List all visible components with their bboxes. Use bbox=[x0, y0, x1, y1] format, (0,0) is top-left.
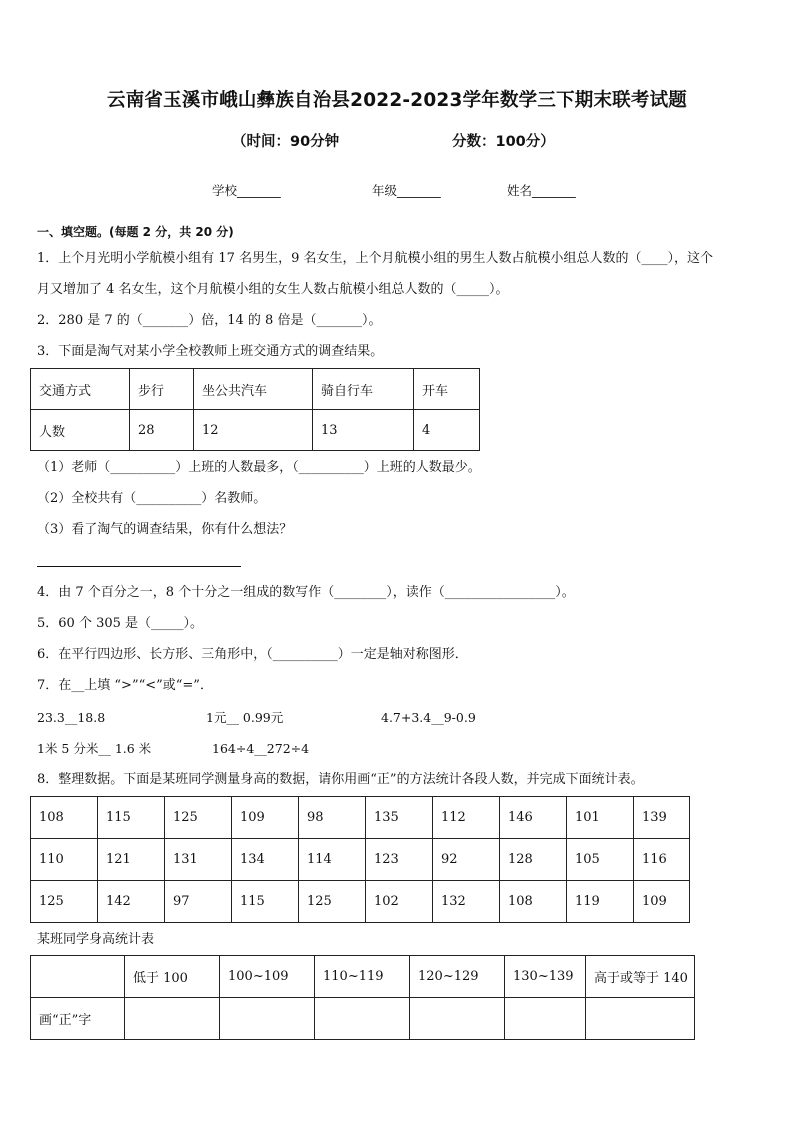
table-cell: 142 bbox=[98, 881, 165, 923]
table-cell: 步行 bbox=[130, 369, 194, 410]
q7-item-2: 1元__ 0.99元 bbox=[206, 710, 284, 725]
school-field[interactable]: 学校_______ bbox=[212, 183, 281, 198]
table-cell: 108 bbox=[31, 797, 98, 839]
page-title: 云南省玉溪市峨山彝族自治县2022-2023学年数学三下期末联考试题 bbox=[107, 90, 687, 111]
table-cell: 146 bbox=[500, 797, 567, 839]
table-cell: 109 bbox=[232, 797, 299, 839]
grade-field[interactable]: 年级_______ bbox=[372, 183, 441, 198]
question-3-part-1: （1）老师（__________）上班的人数最多，（__________）上班的人数最少。 bbox=[37, 460, 481, 475]
tally-cell[interactable] bbox=[410, 998, 505, 1040]
question-1-line-2: 月又增加了 4 名女生，这个月航模小组的女生人数占航模小组总人数的（_____）。 bbox=[37, 282, 509, 297]
table-cell: 4 bbox=[414, 410, 480, 451]
table-row bbox=[31, 956, 695, 998]
table-cell: 101 bbox=[567, 797, 634, 839]
table-cell: 人数 bbox=[31, 410, 130, 451]
table-cell: 139 bbox=[634, 797, 690, 839]
table-cell: 131 bbox=[165, 839, 232, 881]
table-row bbox=[31, 881, 690, 923]
table-cell: 97 bbox=[165, 881, 232, 923]
table-cell: 121 bbox=[98, 839, 165, 881]
question-6: 6．在平行四边形、长方形、三角形中，（__________）一定是轴对称图形． bbox=[37, 647, 468, 662]
table-cell: 115 bbox=[232, 881, 299, 923]
table-cell: 125 bbox=[31, 881, 98, 923]
stats-table bbox=[30, 955, 695, 1040]
table-cell: 112 bbox=[433, 797, 500, 839]
table-cell: 13 bbox=[313, 410, 414, 451]
q7-item-3: 4.7+3.4__9-0.9 bbox=[381, 710, 476, 725]
q7-item-4: 1米 5 分米__ 1.6 米 bbox=[37, 741, 152, 756]
table-cell: 坐公共汽车 bbox=[194, 369, 313, 410]
table-cell: 110~119 bbox=[315, 956, 410, 998]
table-cell: 12 bbox=[194, 410, 313, 451]
table-cell: 100~109 bbox=[220, 956, 315, 998]
table-cell: 115 bbox=[98, 797, 165, 839]
table-cell: 123 bbox=[366, 839, 433, 881]
table-row bbox=[31, 998, 695, 1040]
table-cell: 98 bbox=[299, 797, 366, 839]
question-3: 3．下面是淘气对某小学全校教师上班交通方式的调查结果。 bbox=[37, 344, 384, 359]
question-5: 5．60 个 305 是（_____）。 bbox=[37, 616, 204, 631]
table-cell: 125 bbox=[299, 881, 366, 923]
tally-cell[interactable] bbox=[586, 998, 695, 1040]
table-cell: 交通方式 bbox=[31, 369, 130, 410]
table-cell: 116 bbox=[634, 839, 690, 881]
q7-item-5: 164÷4__272÷4 bbox=[212, 741, 310, 756]
question-3-part-3: （3）看了淘气的调查结果，你有什么想法？ bbox=[37, 522, 293, 537]
table-cell: 110 bbox=[31, 839, 98, 881]
name-field[interactable]: 姓名_______ bbox=[507, 183, 576, 198]
table-row bbox=[31, 839, 690, 881]
table-cell: 114 bbox=[299, 839, 366, 881]
q7-item-1: 23.3__18.8 bbox=[37, 710, 106, 725]
transport-table bbox=[30, 368, 480, 451]
table-cell: 119 bbox=[567, 881, 634, 923]
stats-table-caption: 某班同学身高统计表 bbox=[37, 932, 155, 947]
table-cell: 135 bbox=[366, 797, 433, 839]
answer-line[interactable] bbox=[37, 566, 241, 567]
table-cell: 132 bbox=[433, 881, 500, 923]
table-cell bbox=[31, 956, 125, 998]
table-cell: 骑自行车 bbox=[313, 369, 414, 410]
table-cell: 92 bbox=[433, 839, 500, 881]
tally-cell[interactable] bbox=[220, 998, 315, 1040]
table-cell: 125 bbox=[165, 797, 232, 839]
table-cell: 画“正”字 bbox=[31, 998, 125, 1040]
table-cell: 低于 100 bbox=[125, 956, 220, 998]
section-heading: 一、填空题。(每题 2 分，共 20 分) bbox=[37, 225, 234, 239]
table-cell: 102 bbox=[366, 881, 433, 923]
table-cell: 134 bbox=[232, 839, 299, 881]
tally-cell[interactable] bbox=[505, 998, 586, 1040]
table-cell: 128 bbox=[500, 839, 567, 881]
height-data-table bbox=[30, 796, 690, 923]
table-cell: 120~129 bbox=[410, 956, 505, 998]
table-row bbox=[31, 369, 480, 410]
table-cell: 130~139 bbox=[505, 956, 586, 998]
table-row bbox=[31, 410, 480, 451]
tally-cell[interactable] bbox=[315, 998, 410, 1040]
table-cell: 108 bbox=[500, 881, 567, 923]
question-7: 7．在__上填 “>”“<”或“=”． bbox=[37, 678, 213, 693]
question-8: 8．整理数据。下面是某班同学测量身高的数据，请你用画“正”的方法统计各段人数，并完成下面统计表。 bbox=[37, 772, 644, 787]
table-cell: 高于或等于 140 bbox=[586, 956, 695, 998]
table-cell: 105 bbox=[567, 839, 634, 881]
table-cell: 109 bbox=[634, 881, 690, 923]
exam-score: 分数：100分） bbox=[452, 134, 555, 150]
exam-time: （时间：90分钟 bbox=[232, 134, 340, 150]
table-row bbox=[31, 797, 690, 839]
question-4: 4．由 7 个百分之一，8 个十分之一组成的数写作（________），读作（_________________）。 bbox=[37, 585, 575, 600]
question-3-part-2: （2）全校共有（__________）名教师。 bbox=[37, 491, 267, 506]
table-cell: 开车 bbox=[414, 369, 480, 410]
question-2: 2．280 是 7 的（_______）倍，14 的 8 倍是（_______）。 bbox=[37, 313, 382, 328]
tally-cell[interactable] bbox=[125, 998, 220, 1040]
question-1-line-1: 1．上个月光明小学航模小组有 17 名男生，9 名女生，上个月航模小组的男生人数占航模小组总人数的（____），这个 bbox=[37, 251, 713, 266]
table-cell: 28 bbox=[130, 410, 194, 451]
